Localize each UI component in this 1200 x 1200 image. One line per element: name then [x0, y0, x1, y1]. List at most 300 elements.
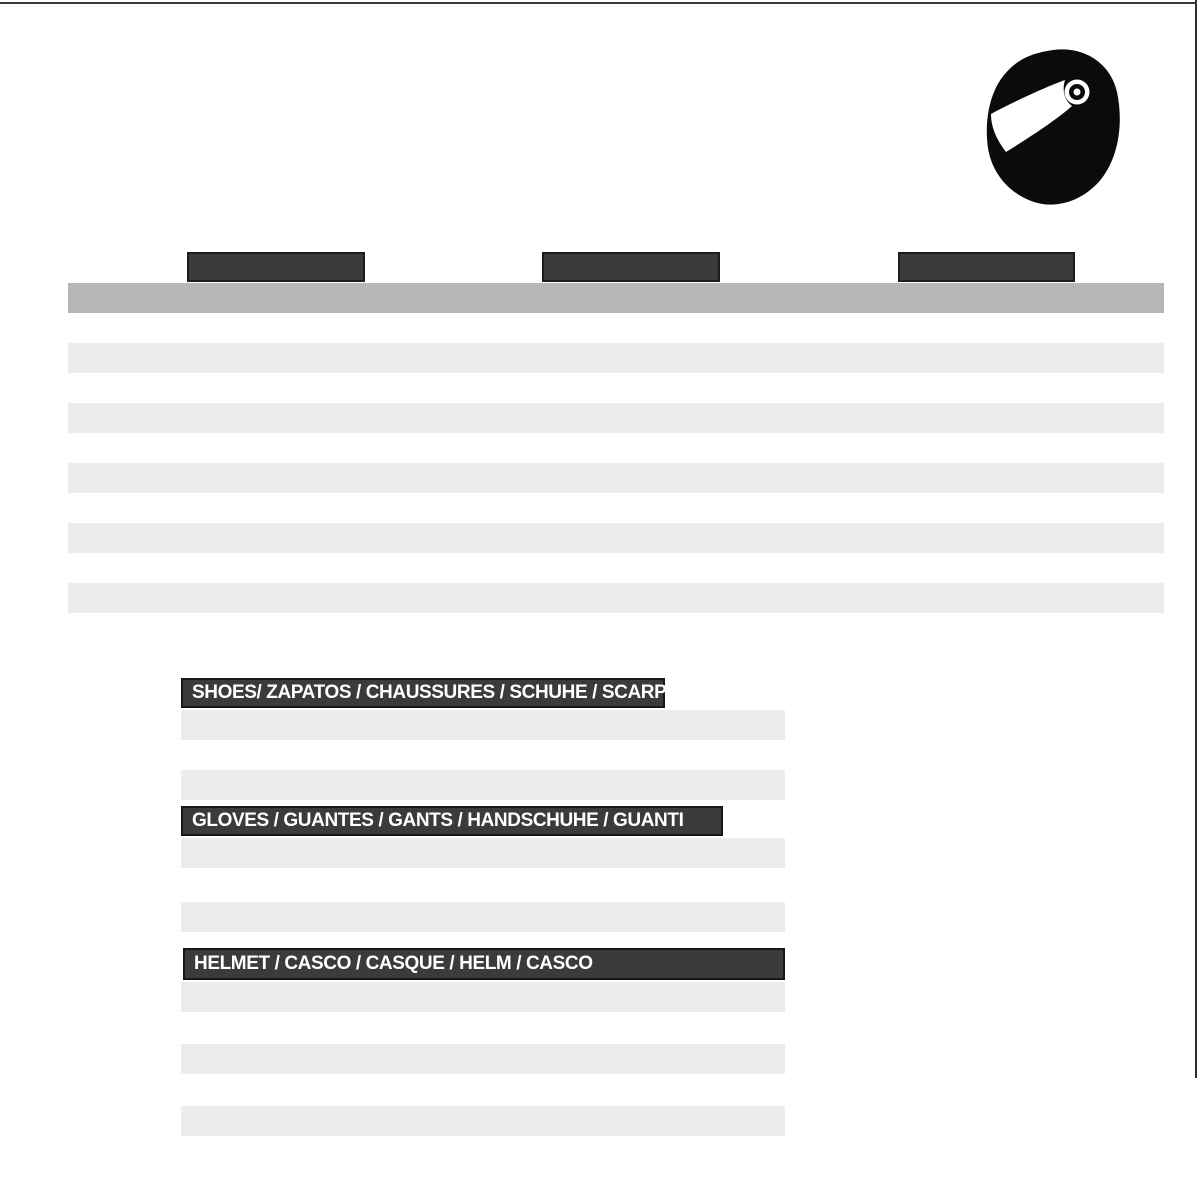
- helmet-standard-strip: [181, 1074, 785, 1104]
- row-label: [68, 463, 98, 493]
- racing-helmet-icon: [978, 42, 1134, 212]
- language-row: [75, 96, 116, 125]
- helmet-size-cell: [455, 982, 525, 1012]
- table-cell: [453, 463, 542, 493]
- gloves-value-cell: [272, 870, 363, 900]
- table-cell: [986, 583, 1075, 613]
- shoes-value-cell: [745, 770, 785, 800]
- numeric-size-cell: [986, 283, 1075, 313]
- gloves-row-strip: [181, 902, 785, 932]
- shoes-value-cell: [382, 740, 422, 770]
- shoes-value-cell: [624, 740, 664, 770]
- helmet-sizes-row: [68, 982, 1168, 1012]
- table-cell: [1075, 463, 1164, 493]
- shoes-value-cell: [342, 740, 382, 770]
- table-cell: [720, 343, 809, 373]
- numeric-size-cell: [809, 283, 898, 313]
- helmet-standard-strip: [181, 1136, 785, 1166]
- table-cell: [898, 403, 987, 433]
- table-cell: [898, 463, 987, 493]
- helmet-value-cell: [245, 1074, 315, 1104]
- shoes-value-cell: [664, 740, 704, 770]
- table-cell: [631, 553, 720, 583]
- table-cell: [542, 463, 631, 493]
- shoes-value-cell: [181, 710, 221, 740]
- table-cell: [453, 313, 542, 343]
- row-label: [68, 343, 98, 373]
- helmet-size-cell: [385, 1106, 455, 1136]
- gloves-value-cell: [454, 870, 545, 900]
- row-label: [68, 583, 98, 613]
- table-cell: [187, 583, 276, 613]
- shoes-value-cell: [181, 740, 221, 770]
- helmet-size-cell: [245, 1044, 315, 1074]
- table-cell: [631, 373, 720, 403]
- shoes-value-cell: [503, 740, 543, 770]
- shoes-value-cell: [664, 710, 704, 740]
- shoes-row-values: [181, 710, 785, 740]
- shoes-value-cell: [262, 770, 302, 800]
- shoes-value-cell: [745, 740, 785, 770]
- table-cell: [187, 553, 276, 583]
- table-cell: [365, 343, 454, 373]
- shoes-value-cell: [181, 770, 221, 800]
- helmet-standard-label: [68, 1012, 181, 1042]
- shoes-row: [68, 770, 1168, 800]
- helmet-standard-values: [181, 1136, 785, 1166]
- table-cell: [187, 433, 276, 463]
- table-cell: [187, 343, 276, 373]
- helmet-value-cell: [595, 1136, 665, 1166]
- shoes-value-cell: [704, 740, 744, 770]
- table-cell: [276, 463, 365, 493]
- shoes-value-cell: [262, 740, 302, 770]
- table-cell: [365, 523, 454, 553]
- table-cell: [809, 343, 898, 373]
- table-cell: [1075, 553, 1164, 583]
- table-cell: [187, 493, 276, 523]
- numeric-size-cell: [631, 283, 720, 313]
- table-cell: [276, 493, 365, 523]
- language-row: [75, 125, 116, 154]
- shoes-value-cell: [624, 770, 664, 800]
- helmet-sizes-strip: [181, 1106, 785, 1136]
- helmet-value-cell: [455, 1074, 525, 1104]
- language-row: [75, 67, 116, 96]
- shoes-value-cell: [423, 740, 463, 770]
- shoes-value-cell: [221, 740, 261, 770]
- racing-helmet-icon-svg: [978, 42, 1134, 212]
- table-cell: [1075, 313, 1164, 343]
- table-cell: [898, 583, 987, 613]
- shoes-value-cell: [584, 740, 624, 770]
- helmet-value-cell: [245, 1012, 315, 1042]
- shoes-row-label: [68, 770, 181, 800]
- table-cell: [986, 403, 1075, 433]
- size-group-s: [187, 252, 365, 282]
- helmet-section-title: HELMET / CASCO / CASQUE / HELM / CASCO: [183, 948, 785, 980]
- gloves-row-values: [181, 902, 727, 932]
- gloves-row-values: [181, 838, 727, 868]
- gloves-section-title: GLOVES / GUANTES / GANTS / HANDSCHUHE / GUANTI: [181, 806, 723, 836]
- gloves-row-values: [181, 870, 727, 900]
- helmet-standard-row-cmr: [68, 1074, 1168, 1104]
- helmet-size-cell: [245, 982, 315, 1012]
- size-group-m: [365, 252, 543, 282]
- shoes-value-cell: [503, 770, 543, 800]
- table-cell: [1075, 403, 1164, 433]
- row-label: [68, 373, 98, 403]
- helmet-value-cell: [525, 1012, 595, 1042]
- table-cell: [98, 343, 187, 373]
- table-cell: [276, 523, 365, 553]
- table-cell: [898, 493, 987, 523]
- table-cell: [720, 403, 809, 433]
- gloves-value-cell: [181, 838, 272, 868]
- table-cell: [98, 553, 187, 583]
- helmet-sizes-row-label: [68, 1106, 181, 1136]
- shoes-value-cell: [463, 710, 503, 740]
- helmet-value-cell: [385, 1012, 455, 1042]
- table-cell: [720, 493, 809, 523]
- table-row-J: [68, 583, 1164, 613]
- helmet-sizes-row-label: [68, 982, 181, 1012]
- table-cell: [542, 523, 631, 553]
- table-cell: [809, 553, 898, 583]
- helmet-value-cell: [315, 1074, 385, 1104]
- table-cell: [631, 343, 720, 373]
- gloves-row-strip: [181, 870, 785, 900]
- table-cell: [365, 463, 454, 493]
- table-cell: [276, 373, 365, 403]
- numeric-size-cell: [276, 283, 365, 313]
- helmet-size-cell: [525, 1106, 595, 1136]
- empty-cell: [181, 1106, 245, 1136]
- helmet-standard-label: [68, 1074, 181, 1104]
- table-cell: [809, 433, 898, 463]
- helmet-value-cell: [385, 1074, 455, 1104]
- table-cell: [1075, 493, 1164, 523]
- gloves-row-label: [68, 838, 181, 868]
- table-cell: [365, 583, 454, 613]
- shoes-value-cell: [543, 770, 583, 800]
- table-cell: [809, 523, 898, 553]
- table-cell: [453, 343, 542, 373]
- helmet-value-cell: [315, 1136, 385, 1166]
- table-cell: [187, 403, 276, 433]
- table-cell: [542, 343, 631, 373]
- table-cell: [631, 403, 720, 433]
- helmet-size-cell: [525, 1044, 595, 1074]
- gloves-value-cell: [636, 870, 727, 900]
- helmet-size-cell: [385, 982, 455, 1012]
- table-cell: [720, 373, 809, 403]
- table-row-A: [68, 313, 1164, 343]
- table-row-F: [68, 463, 1164, 493]
- helmet-standard-strip: [181, 1012, 785, 1042]
- helmet-value-cell: [315, 1012, 385, 1042]
- gloves-value-cell: [636, 838, 727, 868]
- main-size-table: [68, 252, 1164, 614]
- table-cell: [986, 433, 1075, 463]
- helmet-size-cell: [525, 982, 595, 1012]
- numeric-size-cell: [898, 283, 987, 313]
- table-cell: [98, 463, 187, 493]
- shoes-value-cell: [342, 770, 382, 800]
- table-cell: [809, 313, 898, 343]
- shoes-value-cell: [704, 770, 744, 800]
- shoes-value-cell: [221, 710, 261, 740]
- size-group-l: [542, 252, 720, 282]
- helmet-standard-row-fia: [68, 1012, 1168, 1042]
- helmet-sizes-strip: [181, 982, 785, 1012]
- shoes-value-cell: [382, 770, 422, 800]
- shoes-value-cell: [302, 770, 342, 800]
- shoes-value-cell: [543, 740, 583, 770]
- language-title-list: [75, 38, 116, 183]
- shoes-row: [68, 710, 1168, 740]
- shoes-value-cell: [463, 740, 503, 770]
- size-group-xxl: [898, 252, 1076, 282]
- table-cell: [809, 403, 898, 433]
- helmet-size-cell: [455, 1106, 525, 1136]
- table-cell: [720, 463, 809, 493]
- shoes-value-cell: [423, 770, 463, 800]
- table-cell: [98, 313, 187, 343]
- size-group-header-row: [68, 252, 1164, 282]
- numeric-size-header-row: [68, 283, 1164, 313]
- table-row-H: [68, 523, 1164, 553]
- gloves-row-label: [68, 870, 181, 900]
- table-cell: [542, 403, 631, 433]
- table-cell: [276, 553, 365, 583]
- helmet-size-cell: [245, 1106, 315, 1136]
- shoes-value-cell: [302, 710, 342, 740]
- table-cell: [898, 343, 987, 373]
- table-cell: [631, 493, 720, 523]
- table-cell: [720, 553, 809, 583]
- gloves-value-cell: [181, 870, 272, 900]
- table-cell: [98, 523, 187, 553]
- table-cell: [365, 373, 454, 403]
- table-cell: [365, 493, 454, 523]
- row-label: [68, 403, 98, 433]
- language-row: [75, 38, 116, 67]
- scan-edge-right-line: [1195, 0, 1197, 1078]
- table-cell: [1075, 373, 1164, 403]
- numeric-size-cell: [1075, 283, 1164, 313]
- shoes-value-cell: [543, 710, 583, 740]
- table-cell: [631, 583, 720, 613]
- shoes-value-cell: [624, 710, 664, 740]
- helmet-size-cell: [595, 1106, 665, 1136]
- table-cell: [631, 463, 720, 493]
- table-cell: [986, 343, 1075, 373]
- table-cell: [809, 463, 898, 493]
- table-cell: [187, 523, 276, 553]
- shoes-value-cell: [342, 710, 382, 740]
- shoes-row-label: [68, 710, 181, 740]
- helmet-standard-row-ece: [68, 1136, 1168, 1166]
- table-cell: [1075, 583, 1164, 613]
- table-cell: [365, 313, 454, 343]
- table-cell: [542, 493, 631, 523]
- gloves-value-cell: [363, 838, 454, 868]
- helmet-value-cell: [525, 1074, 595, 1104]
- language-row: [75, 154, 116, 183]
- table-cell: [809, 373, 898, 403]
- helmet-standard-values: [181, 1074, 785, 1104]
- table-cell: [542, 553, 631, 583]
- table-cell: [720, 583, 809, 613]
- table-cell: [453, 553, 542, 583]
- numeric-size-cell: [720, 283, 809, 313]
- table-cell: [631, 433, 720, 463]
- shoes-value-cell: [382, 710, 422, 740]
- shoes-section-title: SHOES/ ZAPATOS / CHAUSSURES / SCHUHE / SCARPE: [181, 678, 665, 708]
- table-cell: [986, 553, 1075, 583]
- shoes-row-strip: [181, 710, 785, 740]
- table-cell: [453, 373, 542, 403]
- table-cell: [453, 433, 542, 463]
- row-label: [68, 313, 98, 343]
- table-cell: [986, 373, 1075, 403]
- table-cell: [98, 433, 187, 463]
- helmet-size-cell: [595, 982, 665, 1012]
- numeric-size-cell: [365, 283, 454, 313]
- shoes-value-cell: [423, 710, 463, 740]
- gloves-value-cell: [636, 902, 727, 932]
- table-cell: [986, 493, 1075, 523]
- row-label: [68, 523, 98, 553]
- table-cell: [187, 463, 276, 493]
- table-cell: [453, 403, 542, 433]
- table-cell: [986, 463, 1075, 493]
- gloves-value-cell: [181, 902, 272, 932]
- table-cell: [720, 313, 809, 343]
- shoes-value-cell: [302, 740, 342, 770]
- table-row-C: [68, 373, 1164, 403]
- gloves-value-cell: [545, 902, 636, 932]
- numeric-size-cell: [453, 283, 542, 313]
- table-cell: [809, 583, 898, 613]
- helmet-sizes-strip: [181, 1044, 785, 1074]
- table-cell: [542, 373, 631, 403]
- shoes-value-cell: [463, 770, 503, 800]
- helmet-value-cell: [385, 1136, 455, 1166]
- table-cell: [1075, 433, 1164, 463]
- table-cell: [365, 433, 454, 463]
- table-cell: [276, 343, 365, 373]
- table-cell: [542, 583, 631, 613]
- shoes-value-cell: [503, 710, 543, 740]
- table-cell: [898, 313, 987, 343]
- table-row-B: [68, 343, 1164, 373]
- helmet-sizes-row-label: [68, 1044, 181, 1074]
- table-cell: [98, 493, 187, 523]
- helmet-sizes-values: [181, 1106, 785, 1136]
- numeric-size-cell: [187, 283, 276, 313]
- helmet-standard-values: [181, 1012, 785, 1042]
- corner-cell: [68, 283, 98, 313]
- helmet-standard-label: [68, 1136, 181, 1166]
- gloves-value-cell: [454, 902, 545, 932]
- gloves-row: [68, 838, 1168, 868]
- helmet-sizes-row: [68, 1106, 1168, 1136]
- helmet-sizes-row: [68, 1044, 1168, 1074]
- shoes-value-cell: [221, 770, 261, 800]
- helmet-sizes-values: [181, 1044, 785, 1074]
- shoes-row-label: [68, 740, 181, 770]
- helmet-value-cell: [525, 1136, 595, 1166]
- table-row-D: [68, 403, 1164, 433]
- shoes-value-cell: [745, 710, 785, 740]
- table-cell: [631, 313, 720, 343]
- gloves-value-cell: [545, 870, 636, 900]
- helmet-value-cell: [455, 1136, 525, 1166]
- table-cell: [542, 313, 631, 343]
- row-label: [68, 553, 98, 583]
- table-cell: [720, 433, 809, 463]
- gloves-row-label: [68, 902, 181, 932]
- gloves-value-cell: [545, 838, 636, 868]
- table-cell: [187, 373, 276, 403]
- table-cell: [986, 313, 1075, 343]
- helmet-sizes-values: [181, 982, 785, 1012]
- table-cell: [1075, 343, 1164, 373]
- diameter-label-cell: [181, 1136, 245, 1166]
- table-cell: [453, 523, 542, 553]
- table-row-E: [68, 433, 1164, 463]
- row-label: [68, 433, 98, 463]
- table-cell: [276, 313, 365, 343]
- shoes-row: [68, 740, 1168, 770]
- helmet-size-cell: [315, 1044, 385, 1074]
- shoes-value-cell: [584, 710, 624, 740]
- helmet-size-cell: [315, 982, 385, 1012]
- table-cell: [365, 403, 454, 433]
- shoes-value-cell: [664, 770, 704, 800]
- numeric-size-cell: [542, 283, 631, 313]
- helmet-size-cell: [385, 1044, 455, 1074]
- table-cell: [898, 373, 987, 403]
- table-cell: [98, 583, 187, 613]
- table-cell: [898, 553, 987, 583]
- empty-cell: [181, 1044, 245, 1074]
- size-group-xl: [720, 252, 898, 282]
- gloves-row: [68, 870, 1168, 900]
- table-cell: [453, 583, 542, 613]
- table-cell: [542, 433, 631, 463]
- helmet-size-cell: [315, 1106, 385, 1136]
- table-cell: [898, 433, 987, 463]
- table-cell: [809, 493, 898, 523]
- helmet-value-cell: [455, 1012, 525, 1042]
- gloves-value-cell: [454, 838, 545, 868]
- shoes-row-values: [181, 740, 785, 770]
- table-cell: [365, 553, 454, 583]
- gloves-value-cell: [363, 870, 454, 900]
- gloves-value-cell: [363, 902, 454, 932]
- gloves-value-cell: [272, 902, 363, 932]
- table-cell: [631, 523, 720, 553]
- gloves-row-strip: [181, 838, 785, 868]
- table-row-G: [68, 493, 1164, 523]
- shoes-row-strip: [181, 770, 785, 800]
- shoes-value-cell: [704, 710, 744, 740]
- empty-cell: [181, 982, 245, 1012]
- row-label: [68, 493, 98, 523]
